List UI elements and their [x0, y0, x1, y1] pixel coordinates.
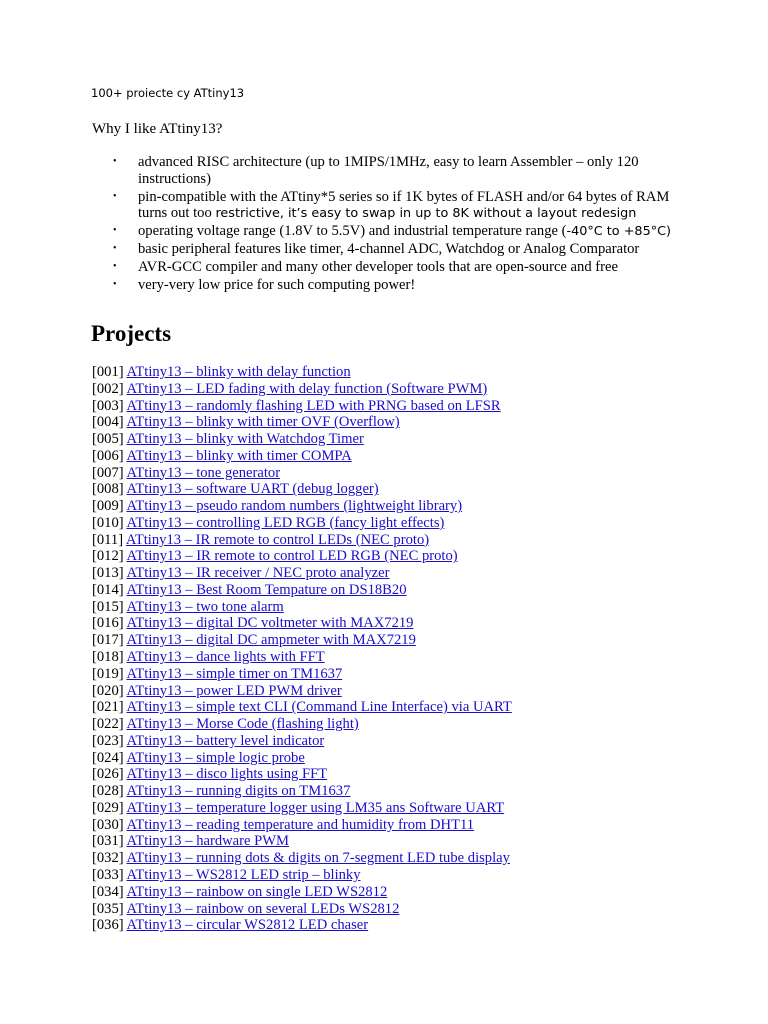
- project-row: [92, 699, 512, 716]
- project-row: [92, 565, 512, 582]
- project-link[interactable]: ATtiny13 – randomly flashing LED with PRNG based on LFSR: [126, 397, 501, 414]
- project-row: [92, 750, 512, 767]
- feature-item: [92, 189, 692, 223]
- project-row: [92, 884, 512, 901]
- project-list: [92, 364, 512, 934]
- project-number: [001]: [92, 364, 124, 380]
- project-link[interactable]: ATtiny13 – simple text CLI (Command Line Interface) via UART: [126, 699, 512, 716]
- bullet-icon: •: [113, 156, 117, 167]
- project-row: [92, 481, 512, 498]
- project-row: [92, 833, 512, 850]
- project-link[interactable]: ATtiny13 – Best Room Tempature on DS18B20: [126, 581, 407, 598]
- project-link[interactable]: ATtiny13 – blinky with timer OVF (Overflow): [126, 414, 400, 431]
- bullet-icon: •: [113, 261, 117, 273]
- project-number: [026]: [92, 766, 124, 783]
- project-row: [92, 515, 512, 532]
- project-row: [92, 364, 512, 381]
- project-link[interactable]: ATtiny13 – running digits on TM1637: [126, 783, 351, 800]
- project-link[interactable]: ATtiny13 – Morse Code (flashing light): [126, 716, 359, 733]
- project-link[interactable]: ATtiny13 – WS2812 LED strip – blinky: [126, 866, 361, 883]
- feature-list: [92, 154, 692, 295]
- project-number: [005]: [92, 431, 124, 448]
- feature-item: [92, 154, 692, 188]
- project-link[interactable]: ATtiny13 – blinky with Watchdog Timer: [126, 431, 364, 448]
- project-row: [92, 766, 512, 783]
- project-link[interactable]: ATtiny13 – simple timer on TM1637: [126, 665, 343, 682]
- project-number: [010]: [92, 514, 124, 531]
- feature-text: very-very low price for such computing power!: [138, 277, 416, 294]
- project-number: [018]: [92, 649, 124, 666]
- project-number: [036]: [92, 917, 124, 934]
- feature-text: pin-compatible with the ATtiny*5 series so if 1K bytes of FLASH and/or 64 bytes of RAM turns out too: [138, 188, 670, 222]
- project-row: [92, 649, 512, 666]
- project-row: [92, 632, 512, 649]
- project-number: [016]: [92, 615, 124, 632]
- project-number: [028]: [92, 783, 124, 800]
- bullet-icon: •: [113, 190, 117, 202]
- project-number: [029]: [92, 799, 124, 816]
- feature-text: basic peripheral features like timer, 4-channel ADC, Watchdog or Analog Comparator: [138, 241, 640, 258]
- project-number: [011]: [92, 531, 124, 548]
- project-number: [035]: [92, 900, 124, 917]
- document-title: 100+ proiecte cy ATtiny13: [91, 86, 245, 100]
- bullet-icon: •: [113, 279, 117, 291]
- project-number: [024]: [92, 749, 124, 766]
- project-number: [008]: [92, 481, 124, 498]
- project-link[interactable]: ATtiny13 – blinky with timer COMPA: [126, 447, 352, 464]
- project-row: [92, 666, 512, 683]
- intro-question: Why I like ATtiny13?: [92, 121, 223, 137]
- project-number: [003]: [92, 397, 124, 414]
- project-row: [92, 901, 512, 918]
- project-link[interactable]: ATtiny13 – power LED PWM driver: [126, 682, 342, 699]
- project-link[interactable]: ATtiny13 – LED fading with delay function (Software PWM): [126, 380, 488, 397]
- project-link[interactable]: ATtiny13 – IR remote to control LEDs (NEC proto): [125, 531, 430, 548]
- feature-text-alt: restrictive, it’s easy to swap in up to 8K without a layout redesign: [215, 206, 637, 222]
- project-number: [030]: [92, 816, 124, 833]
- feature-item: [92, 277, 692, 295]
- project-link[interactable]: ATtiny13 – IR receiver / NEC proto analyzer: [126, 565, 390, 582]
- project-number: [031]: [92, 833, 124, 850]
- project-row: [92, 733, 512, 750]
- project-number: [013]: [92, 565, 124, 582]
- project-row: [92, 431, 512, 448]
- project-link[interactable]: ATtiny13 – controlling LED RGB (fancy light effects): [126, 514, 445, 531]
- project-link[interactable]: ATtiny13 – disco lights using FFT: [126, 766, 328, 783]
- project-row: [92, 599, 512, 616]
- project-link[interactable]: ATtiny13 – rainbow on single LED WS2812: [126, 883, 388, 900]
- project-link[interactable]: ATtiny13 – digital DC voltmeter with MAX7219: [126, 615, 414, 632]
- project-number: [012]: [92, 548, 124, 565]
- project-link[interactable]: ATtiny13 – software UART (debug logger): [126, 481, 379, 498]
- project-number: [021]: [92, 699, 124, 716]
- project-number: [014]: [92, 581, 124, 598]
- project-link[interactable]: ATtiny13 – reading temperature and humidity from DHT11: [126, 816, 475, 833]
- project-number: [022]: [92, 716, 124, 733]
- project-link[interactable]: ATtiny13 – tone generator: [126, 464, 281, 481]
- project-row: [92, 381, 512, 398]
- project-row: [92, 548, 512, 565]
- project-link[interactable]: ATtiny13 – digital DC ampmeter with MAX7219: [126, 632, 416, 649]
- project-number: [006]: [92, 447, 124, 464]
- project-row: [92, 867, 512, 884]
- feature-text: AVR-GCC compiler and many other developer tools that are open-source and free: [138, 259, 618, 276]
- project-row: [92, 683, 512, 700]
- project-row: [92, 398, 512, 415]
- project-number: [004]: [92, 414, 124, 431]
- project-row: [92, 414, 512, 431]
- project-number: [007]: [92, 464, 124, 481]
- project-link[interactable]: ATtiny13 – hardware PWM: [126, 833, 289, 850]
- project-number: [034]: [92, 883, 124, 900]
- project-link[interactable]: ATtiny13 – simple logic probe: [126, 749, 305, 766]
- project-row: [92, 800, 512, 817]
- project-row: [92, 615, 512, 632]
- project-link[interactable]: ATtiny13 – circular WS2812 LED chaser: [126, 917, 369, 934]
- project-row: [92, 817, 512, 834]
- project-row: [92, 917, 512, 934]
- project-number: [002]: [92, 380, 124, 397]
- feature-text-alt: -40°C to +85°C): [566, 224, 672, 240]
- project-link[interactable]: ATtiny13 – pseudo random numbers (lightweight library): [126, 498, 463, 515]
- project-link[interactable]: ATtiny13 – temperature logger using LM35 ans Software UART: [126, 799, 505, 816]
- project-row: [92, 582, 512, 599]
- project-number: [033]: [92, 866, 124, 883]
- project-number: [023]: [92, 732, 124, 749]
- project-link[interactable]: ATtiny13 – two tone alarm: [126, 598, 284, 615]
- feature-text: operating voltage range (1.8V to 5.5V) and industrial temperature range (: [138, 223, 567, 240]
- project-row: [92, 716, 512, 733]
- project-link[interactable]: ATtiny13 – rainbow on several LEDs WS2812: [126, 900, 400, 917]
- project-number: [032]: [92, 850, 124, 867]
- project-link[interactable]: ATtiny13 – dance lights with FFT: [126, 649, 325, 666]
- project-number: [020]: [92, 682, 124, 699]
- feature-text: advanced RISC architecture (up to 1MIPS/1MHz, easy to learn Assembler – only 120 instructions): [138, 154, 639, 187]
- project-row: [92, 465, 512, 482]
- feature-item: [92, 223, 692, 241]
- project-link[interactable]: ATtiny13 – running dots & digits on 7-segment LED tube display: [126, 850, 510, 867]
- project-number: [017]: [92, 632, 124, 649]
- project-link[interactable]: ATtiny13 – blinky with delay function: [126, 364, 351, 380]
- project-row: [92, 448, 512, 465]
- project-number: [019]: [92, 665, 124, 682]
- project-row: [92, 532, 512, 549]
- project-row: [92, 783, 512, 800]
- feature-item: [92, 259, 692, 277]
- project-row: [92, 498, 512, 515]
- bullet-icon: •: [113, 225, 117, 237]
- project-link[interactable]: ATtiny13 – IR remote to control LED RGB (NEC proto): [126, 548, 458, 565]
- project-link[interactable]: ATtiny13 – battery level indicator: [126, 732, 325, 749]
- project-number: [009]: [92, 498, 124, 515]
- bullet-icon: •: [113, 243, 117, 255]
- feature-item: [92, 241, 692, 259]
- project-number: [015]: [92, 598, 124, 615]
- projects-heading: Projects: [91, 321, 172, 346]
- project-row: [92, 850, 512, 867]
